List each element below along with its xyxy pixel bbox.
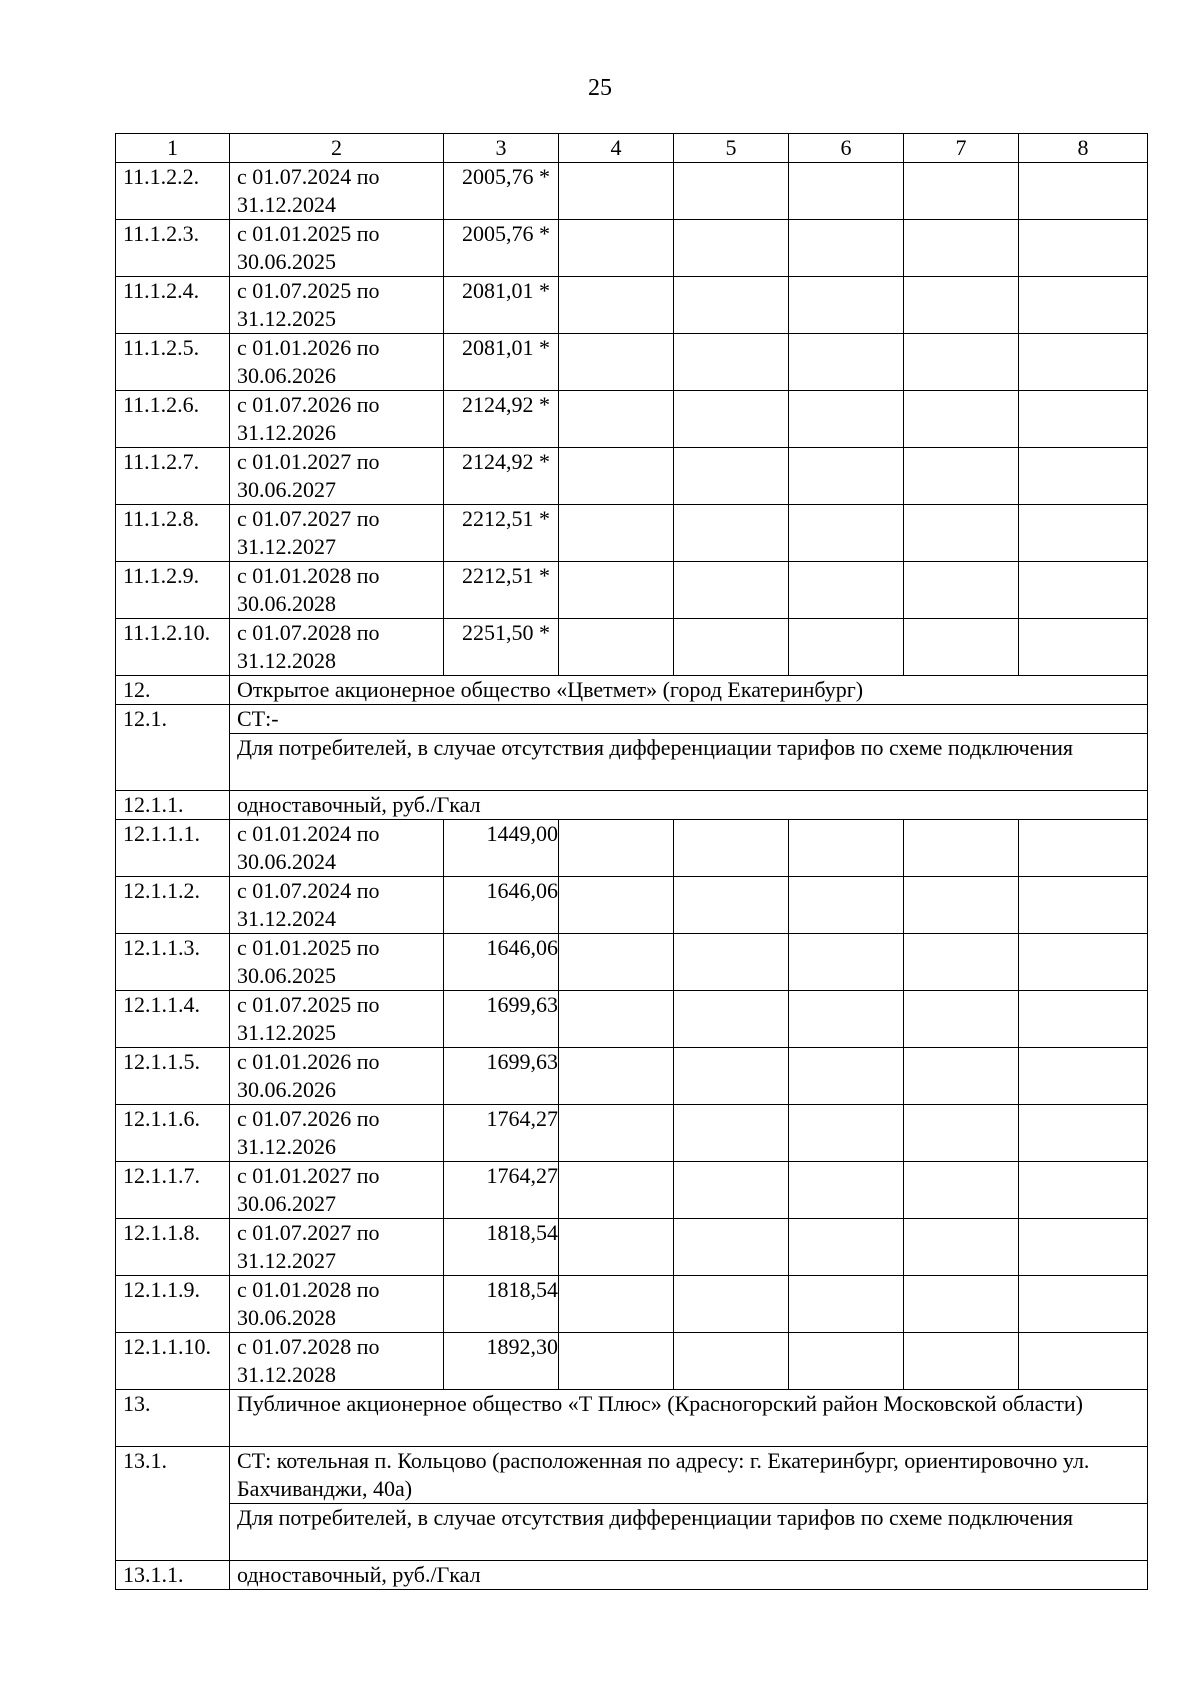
empty-cell <box>559 934 674 991</box>
row-code: 11.1.2.7. <box>116 448 230 505</box>
row-value: 1818,54 <box>444 1276 559 1333</box>
row-period: с 01.01.2025 по 30.06.2025 <box>230 220 444 277</box>
consumers-text: Для потребителей, в случае отсутствия дифференциации тарифов по схеме подключения <box>230 1504 1148 1561</box>
empty-cell <box>674 334 789 391</box>
empty-cell <box>904 334 1019 391</box>
row-code: 12.1.1.3. <box>116 934 230 991</box>
empty-cell <box>1019 1276 1148 1333</box>
table-row <box>116 1048 1148 1105</box>
row-period: с 01.01.2028 по 30.06.2028 <box>230 562 444 619</box>
empty-cell <box>789 505 904 562</box>
empty-cell <box>789 877 904 934</box>
empty-cell <box>559 1162 674 1219</box>
row-value: 1449,00 <box>444 820 559 877</box>
empty-cell <box>1019 391 1148 448</box>
empty-cell <box>789 220 904 277</box>
empty-cell <box>1019 220 1148 277</box>
row-period: с 01.01.2025 по 30.06.2025 <box>230 934 444 991</box>
empty-cell <box>674 934 789 991</box>
empty-cell <box>789 934 904 991</box>
empty-cell <box>1019 277 1148 334</box>
row-period: с 01.01.2024 по 30.06.2024 <box>230 820 444 877</box>
row-code: 12.1.1.7. <box>116 1162 230 1219</box>
row-value: 1646,06 <box>444 877 559 934</box>
empty-cell <box>1019 820 1148 877</box>
empty-cell <box>789 163 904 220</box>
empty-cell <box>904 1105 1019 1162</box>
empty-cell <box>559 1105 674 1162</box>
empty-cell <box>904 1048 1019 1105</box>
empty-cell <box>674 820 789 877</box>
empty-cell <box>674 877 789 934</box>
empty-cell <box>789 448 904 505</box>
empty-cell <box>1019 448 1148 505</box>
rate-code: 13.1.1. <box>116 1561 230 1590</box>
empty-cell <box>1019 877 1148 934</box>
rate-type: одноставочный, руб./Гкал <box>230 791 1148 820</box>
empty-cell <box>904 562 1019 619</box>
table-row <box>116 277 1148 334</box>
empty-cell <box>559 334 674 391</box>
organization-row <box>116 676 1148 705</box>
table-row <box>116 991 1148 1048</box>
empty-cell <box>559 1219 674 1276</box>
empty-cell <box>559 1048 674 1105</box>
empty-cell <box>1019 562 1148 619</box>
row-period: с 01.01.2026 по 30.06.2026 <box>230 1048 444 1105</box>
empty-cell <box>674 163 789 220</box>
empty-cell <box>904 619 1019 676</box>
table-row <box>116 334 1148 391</box>
rate-code: 12.1.1. <box>116 791 230 820</box>
row-value: 2081,01 * <box>444 334 559 391</box>
rate-row <box>116 1561 1148 1590</box>
empty-cell <box>789 1162 904 1219</box>
empty-cell <box>559 562 674 619</box>
empty-cell <box>674 391 789 448</box>
empty-cell <box>789 820 904 877</box>
empty-cell <box>1019 1219 1148 1276</box>
empty-cell <box>904 877 1019 934</box>
empty-cell <box>904 448 1019 505</box>
row-period: с 01.07.2025 по 31.12.2025 <box>230 991 444 1048</box>
empty-cell <box>1019 1162 1148 1219</box>
empty-cell <box>789 277 904 334</box>
column-header: 2 <box>230 134 444 163</box>
row-period: с 01.01.2028 по 30.06.2028 <box>230 1276 444 1333</box>
empty-cell <box>904 1162 1019 1219</box>
source-row <box>116 705 1148 734</box>
empty-cell <box>674 619 789 676</box>
empty-cell <box>1019 619 1148 676</box>
row-value: 1646,06 <box>444 934 559 991</box>
row-value: 2212,51 * <box>444 562 559 619</box>
column-header: 5 <box>674 134 789 163</box>
row-code: 12.1.1.2. <box>116 877 230 934</box>
row-value: 2124,92 * <box>444 391 559 448</box>
row-value: 1764,27 <box>444 1162 559 1219</box>
org-code: 12. <box>116 676 230 705</box>
table-row <box>116 619 1148 676</box>
empty-cell <box>674 1105 789 1162</box>
empty-cell <box>674 1219 789 1276</box>
row-value: 2212,51 * <box>444 505 559 562</box>
row-value: 2251,50 * <box>444 619 559 676</box>
row-value: 2124,92 * <box>444 448 559 505</box>
row-code: 11.1.2.8. <box>116 505 230 562</box>
consumers-row <box>116 1504 1148 1561</box>
empty-cell <box>904 1219 1019 1276</box>
table-row <box>116 448 1148 505</box>
column-header: 4 <box>559 134 674 163</box>
empty-cell <box>559 163 674 220</box>
empty-cell <box>1019 1333 1148 1390</box>
empty-cell <box>904 1333 1019 1390</box>
table-row <box>116 562 1148 619</box>
empty-cell <box>559 448 674 505</box>
column-header-row <box>116 134 1148 163</box>
row-value: 1818,54 <box>444 1219 559 1276</box>
column-header: 8 <box>1019 134 1148 163</box>
consumers-text: Для потребителей, в случае отсутствия дифференциации тарифов по схеме подключения <box>230 734 1148 791</box>
empty-cell <box>559 277 674 334</box>
row-code: 12.1.1.1. <box>116 820 230 877</box>
row-period: с 01.07.2024 по 31.12.2024 <box>230 163 444 220</box>
empty-cell <box>559 619 674 676</box>
empty-cell <box>789 619 904 676</box>
table-row <box>116 1276 1148 1333</box>
organization-row <box>116 1390 1148 1447</box>
table-row <box>116 163 1148 220</box>
empty-cell <box>674 1048 789 1105</box>
row-period: с 01.07.2028 по 31.12.2028 <box>230 1333 444 1390</box>
row-period: с 01.07.2027 по 31.12.2027 <box>230 1219 444 1276</box>
empty-cell <box>559 1276 674 1333</box>
empty-cell <box>674 448 789 505</box>
empty-cell <box>559 220 674 277</box>
consumers-row <box>116 734 1148 791</box>
empty-cell <box>789 391 904 448</box>
row-code: 11.1.2.2. <box>116 163 230 220</box>
column-header: 3 <box>444 134 559 163</box>
org-code: 13. <box>116 1390 230 1447</box>
source-name: СТ: котельная п. Кольцово (расположенная по адресу: г. Екатеринбург, ориентировочно ул. Бахчиванджи, 40а) <box>230 1447 1148 1504</box>
row-code: 12.1.1.10. <box>116 1333 230 1390</box>
empty-cell <box>904 391 1019 448</box>
column-header: 6 <box>789 134 904 163</box>
rate-type: одноставочный, руб./Гкал <box>230 1561 1148 1590</box>
row-code: 11.1.2.9. <box>116 562 230 619</box>
row-period: с 01.01.2027 по 30.06.2027 <box>230 1162 444 1219</box>
empty-cell <box>789 991 904 1048</box>
empty-cell <box>904 934 1019 991</box>
row-period: с 01.01.2026 по 30.06.2026 <box>230 334 444 391</box>
empty-cell <box>559 1333 674 1390</box>
empty-cell <box>1019 334 1148 391</box>
tariff-table <box>115 133 1148 1590</box>
empty-cell <box>674 562 789 619</box>
row-code: 11.1.2.3. <box>116 220 230 277</box>
source-name: СТ:- <box>230 705 1148 734</box>
row-period: с 01.07.2026 по 31.12.2026 <box>230 391 444 448</box>
empty-cell <box>1019 934 1148 991</box>
table-row <box>116 1162 1148 1219</box>
empty-cell <box>559 991 674 1048</box>
empty-cell <box>559 877 674 934</box>
empty-cell <box>674 1276 789 1333</box>
row-period: с 01.07.2024 по 31.12.2024 <box>230 877 444 934</box>
org-name: Публичное акционерное общество «Т Плюс» (Красногорский район Московской области) <box>230 1390 1148 1447</box>
source-code: 12.1. <box>116 705 230 791</box>
empty-cell <box>674 505 789 562</box>
empty-cell <box>1019 1048 1148 1105</box>
empty-cell <box>789 334 904 391</box>
empty-cell <box>674 277 789 334</box>
empty-cell <box>559 820 674 877</box>
empty-cell <box>559 391 674 448</box>
row-code: 11.1.2.6. <box>116 391 230 448</box>
row-code: 11.1.2.4. <box>116 277 230 334</box>
empty-cell <box>789 562 904 619</box>
page-number: 25 <box>588 75 612 101</box>
row-value: 1892,30 <box>444 1333 559 1390</box>
row-value: 2081,01 * <box>444 277 559 334</box>
empty-cell <box>1019 1105 1148 1162</box>
empty-cell <box>789 1219 904 1276</box>
row-value: 2005,76 * <box>444 220 559 277</box>
row-value: 1699,63 <box>444 1048 559 1105</box>
column-header: 7 <box>904 134 1019 163</box>
row-code: 12.1.1.6. <box>116 1105 230 1162</box>
row-code: 12.1.1.8. <box>116 1219 230 1276</box>
row-code: 12.1.1.4. <box>116 991 230 1048</box>
source-row <box>116 1447 1148 1504</box>
table-row <box>116 1105 1148 1162</box>
empty-cell <box>904 163 1019 220</box>
org-name: Открытое акционерное общество «Цветмет» (город Екатеринбург) <box>230 676 1148 705</box>
row-value: 2005,76 * <box>444 163 559 220</box>
empty-cell <box>789 1105 904 1162</box>
empty-cell <box>1019 163 1148 220</box>
empty-cell <box>904 220 1019 277</box>
table-row <box>116 220 1148 277</box>
empty-cell <box>789 1276 904 1333</box>
table-row <box>116 1219 1148 1276</box>
row-value: 1699,63 <box>444 991 559 1048</box>
empty-cell <box>674 991 789 1048</box>
row-value: 1764,27 <box>444 1105 559 1162</box>
empty-cell <box>904 991 1019 1048</box>
empty-cell <box>904 505 1019 562</box>
empty-cell <box>789 1333 904 1390</box>
row-period: с 01.07.2025 по 31.12.2025 <box>230 277 444 334</box>
table-row <box>116 505 1148 562</box>
column-header: 1 <box>116 134 230 163</box>
rate-row <box>116 791 1148 820</box>
row-code: 12.1.1.9. <box>116 1276 230 1333</box>
row-period: с 01.07.2028 по 31.12.2028 <box>230 619 444 676</box>
empty-cell <box>1019 991 1148 1048</box>
empty-cell <box>904 820 1019 877</box>
empty-cell <box>674 1162 789 1219</box>
row-code: 11.1.2.10. <box>116 619 230 676</box>
source-code: 13.1. <box>116 1447 230 1561</box>
table-row <box>116 877 1148 934</box>
row-period: с 01.07.2027 по 31.12.2027 <box>230 505 444 562</box>
row-period: с 01.07.2026 по 31.12.2026 <box>230 1105 444 1162</box>
empty-cell <box>1019 505 1148 562</box>
row-period: с 01.01.2027 по 30.06.2027 <box>230 448 444 505</box>
empty-cell <box>674 220 789 277</box>
table-row <box>116 391 1148 448</box>
empty-cell <box>789 1048 904 1105</box>
table-row <box>116 1333 1148 1390</box>
empty-cell <box>904 1276 1019 1333</box>
empty-cell <box>674 1333 789 1390</box>
empty-cell <box>904 277 1019 334</box>
table-row <box>116 934 1148 991</box>
row-code: 11.1.2.5. <box>116 334 230 391</box>
row-code: 12.1.1.5. <box>116 1048 230 1105</box>
table-row <box>116 820 1148 877</box>
empty-cell <box>559 505 674 562</box>
